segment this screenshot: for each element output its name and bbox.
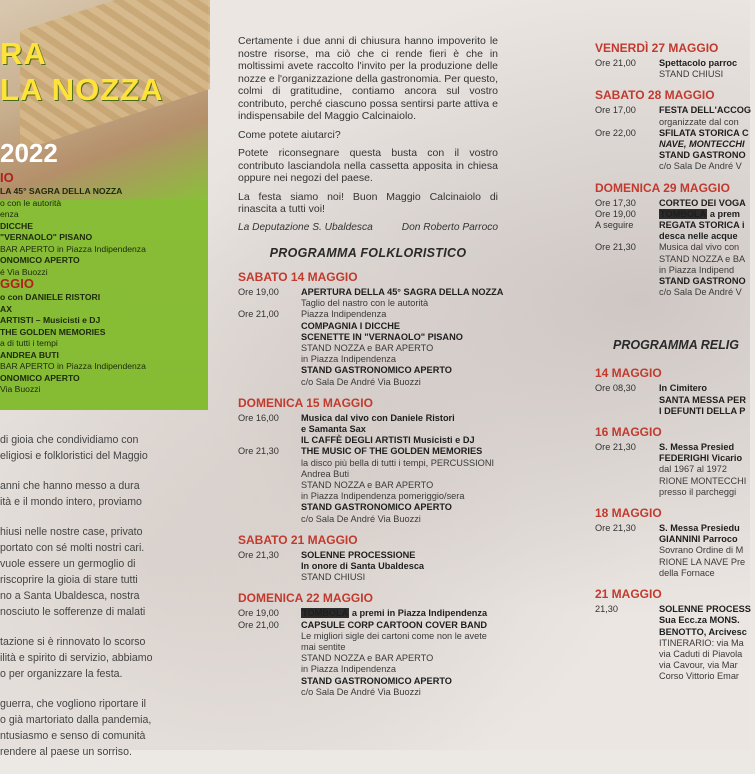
event-time: 21,30 xyxy=(595,604,618,615)
left-body-line: portato con sé molti nostri cari. xyxy=(0,542,145,554)
event-row xyxy=(595,105,755,127)
day-heading: DOMENICA 22 MAGGIO xyxy=(238,591,373,606)
event-line: e Samanta Sax xyxy=(301,424,366,435)
late-may-program xyxy=(595,41,755,298)
cover-title-line-1: RA xyxy=(0,36,47,71)
event-line: IL CAFFÈ DEGLI ARTISTI Musicisti e DJ xyxy=(301,435,475,446)
event-line: Piazza Indipendenza xyxy=(301,309,387,320)
left-body-line: eligiosi e folkloristici del Maggio xyxy=(0,450,148,462)
event-line: Sovrano Ordine di M xyxy=(659,545,744,556)
event-time: Ore 19,00 xyxy=(238,608,279,619)
cover-schedule-line: THE GOLDEN MEMORIES xyxy=(0,326,106,337)
cover-year: 2022 xyxy=(0,138,58,168)
tombola-tag: TOMBOLA xyxy=(302,608,349,619)
event-line: c/o Sala De André Via Buozzi xyxy=(301,686,421,697)
event-line: c/o Sala De André Via Buozzi xyxy=(301,513,421,524)
event-row xyxy=(595,58,755,80)
event-line: STAND NOZZA e BAR APERTO xyxy=(301,480,434,491)
left-body-line: guerra, che vogliono riportare il xyxy=(0,698,147,710)
event-time: Ore 21,00 xyxy=(595,58,636,68)
event-line: STAND NOZZA e BA xyxy=(659,253,746,264)
event-line: STAND GASTRONO xyxy=(659,276,746,287)
event-line: SOLENNE PROCESS xyxy=(659,604,751,615)
cover-day-heading-2: GGIO xyxy=(0,276,34,291)
event-details xyxy=(659,209,755,220)
event-details xyxy=(301,550,498,584)
event-line: in Piazza Indipendenza pomeriggio/sera xyxy=(301,491,465,502)
left-body-line: nosciuto le sofferenze di malati xyxy=(0,606,146,618)
event-details xyxy=(659,383,755,417)
signature-right: Don Roberto Parroco xyxy=(401,221,498,233)
event-line: FESTA DELL'ACCOG xyxy=(659,105,752,116)
event-row xyxy=(238,309,498,387)
event-line: Musica dal vivo con xyxy=(659,242,740,253)
cover-schedule-line: enza xyxy=(0,209,19,219)
cover-day-heading: IO xyxy=(0,170,14,185)
event-line: in Piazza Indipend xyxy=(659,264,735,275)
cover-schedule-line: Via Buozzi xyxy=(0,384,41,394)
left-body-line: ità e il mondo intero, proviamo xyxy=(0,496,142,508)
event-line: SANTA MESSA PER xyxy=(659,394,746,405)
event-line: THE MUSIC OF THE GOLDEN MEMORIES xyxy=(301,446,483,457)
day-heading: SABATO 21 MAGGIO xyxy=(238,532,358,547)
left-body-line: o già martoriato dalla pandemia, xyxy=(0,714,152,726)
event-time: Ore 21,30 xyxy=(238,446,279,457)
event-time: Ore 16,00 xyxy=(238,412,279,423)
left-body-paragraph xyxy=(0,524,205,620)
event-time: Ore 17,00 xyxy=(595,105,636,116)
event-line: In onore di Santa Ubaldesca xyxy=(301,561,425,572)
event-time: Ore 19,00 xyxy=(595,208,636,219)
day-heading: 16 MAGGIO xyxy=(595,425,662,440)
event-line: FEDERIGHI Vicario xyxy=(659,453,743,464)
left-body-line: tazione si è rinnovato lo scorso xyxy=(0,636,146,648)
event-line: BENOTTO, Arcivesc xyxy=(659,626,747,637)
day-heading: 14 MAGGIO xyxy=(595,366,662,381)
left-body-paragraph xyxy=(0,478,205,510)
event-details xyxy=(301,446,498,524)
event-row xyxy=(595,128,755,173)
event-row xyxy=(595,220,755,242)
left-body-paragraph xyxy=(0,696,205,760)
event-time: Ore 21,00 xyxy=(238,619,279,630)
folk-program xyxy=(238,270,504,698)
left-body-paragraph xyxy=(0,432,205,464)
day-heading: DOMENICA 15 MAGGIO xyxy=(238,395,373,410)
cover-schedule-line: BAR APERTO in Piazza Indipendenza xyxy=(0,361,146,371)
cover-panel xyxy=(0,0,208,410)
day-heading: 18 MAGGIO xyxy=(595,506,662,521)
event-line: STAND GASTRONOMICO APERTO xyxy=(301,502,452,513)
event-details xyxy=(659,105,755,127)
event-time: Ore 21,00 xyxy=(238,309,279,320)
day-heading: 21 MAGGIO xyxy=(595,587,662,602)
day-heading: SABATO 14 MAGGIO xyxy=(238,270,358,284)
event-line: c/o Sala De André Via Buozzi xyxy=(301,376,421,387)
event-row xyxy=(238,550,498,584)
event-time: Ore 21,30 xyxy=(238,549,279,560)
left-body-line: vuole essere un germoglio di xyxy=(0,558,136,570)
event-time: Ore 22,00 xyxy=(595,127,636,138)
event-line: Musica dal vivo con Daniele Ristori xyxy=(301,412,455,423)
cover-schedule-line: a di tutti i tempi xyxy=(0,338,58,348)
day-heading: DOMENICA 29 MAGGIO xyxy=(595,180,730,195)
event-line: STAND GASTRONO xyxy=(659,150,746,161)
event-details xyxy=(659,242,755,298)
cover-schedule-line: ARTISTI – Musicisti e DJ xyxy=(0,315,101,325)
event-time: Ore 21,30 xyxy=(595,242,636,253)
event-line: desca nelle acque xyxy=(659,231,738,242)
intro-paragraph-1: Certamente i due anni di chiusura hanno impoverito le nostre risorse, ma ciò che ci rende fieri è che in moltissimi avete raccolto l'invito per la produzione delle nozze e l'organizzazione della gastronomia. Per questo, colmi di gratitudine, contiamo ancora sul vostro contributo, perché ciascuno possa sentirsi parte attiva e indispensabile del Maggio Calcinaiolo. xyxy=(238,35,498,122)
event-row xyxy=(595,242,755,298)
event-time: Ore 19,00 xyxy=(238,287,279,297)
event-line: c/o Sala De André V xyxy=(659,287,742,298)
event-row xyxy=(595,209,755,220)
event-time: Ore 21,30 xyxy=(595,442,636,453)
event-row xyxy=(238,287,504,309)
event-line: in Piazza Indipendenza xyxy=(301,664,397,675)
middle-column xyxy=(238,35,504,698)
event-line xyxy=(659,209,755,220)
event-time: A seguire xyxy=(595,220,634,231)
tombola-tag: TOMBOLA xyxy=(660,208,707,219)
event-line: SOLENNE PROCESSIONE xyxy=(301,549,416,560)
event-line: Corso Vittorio Emar xyxy=(659,671,739,682)
day-heading: VENERDÌ 27 MAGGIO xyxy=(595,41,719,55)
event-details xyxy=(301,287,503,309)
event-line: STAND CHIUSI xyxy=(301,572,366,583)
left-body-text xyxy=(0,432,205,774)
intro-paragraph-2: Come potete aiutarci? xyxy=(238,128,341,141)
cover-schedule-line: BAR APERTO in Piazza Indipendenza xyxy=(0,243,146,254)
event-line: via Caduti di Piavola xyxy=(659,648,743,659)
event-row xyxy=(595,383,755,417)
religious-program xyxy=(595,366,755,682)
event-line: in Piazza Indipendenza xyxy=(301,354,397,365)
event-details xyxy=(659,198,755,209)
event-line: RIONE LA NAVE Pre xyxy=(659,556,746,567)
event-line: Taglio del nastro con le autorità xyxy=(301,298,429,309)
folk-program-title: PROGRAMMA FOLKLORISTICO xyxy=(269,246,467,260)
event-row xyxy=(595,523,755,579)
right-column xyxy=(595,33,755,683)
event-line: STAND NOZZA e BAR APERTO xyxy=(301,653,434,664)
cover-schedule-line: o con le autorità xyxy=(0,197,62,208)
event-line: dal 1967 al 1972 xyxy=(659,464,727,475)
event-row xyxy=(238,608,498,619)
cover-schedule-line: o con DANIELE RISTORI xyxy=(0,292,101,302)
event-line: NAVE, MONTECCHI xyxy=(659,139,745,150)
signature-row xyxy=(238,222,498,235)
cover-schedule-line: LA 45° SAGRA DELLA NOZZA xyxy=(0,186,123,196)
event-line: APERTURA DELLA 45° SAGRA DELLA NOZZA xyxy=(301,287,504,297)
event-line xyxy=(301,608,498,619)
event-line: la disco più bella di tutti i tempi, PERCUSSIONI xyxy=(301,457,495,468)
event-line: CAPSULE CORP CARTOON COVER BAND xyxy=(301,619,487,630)
event-line: SFILATA STORICA C xyxy=(659,127,749,138)
event-line: presso il parcheggi xyxy=(659,486,737,497)
cover-schedule-line: AX xyxy=(0,303,12,314)
event-details xyxy=(301,309,498,387)
event-line: I DEFUNTI DELLA P xyxy=(659,405,746,416)
event-details xyxy=(659,220,755,242)
religious-program-title: PROGRAMMA RELIG xyxy=(613,338,739,353)
event-line: Sua Ecc.za MONS. xyxy=(659,615,740,626)
event-line: organizzate dal con xyxy=(659,116,739,127)
signature-left: La Deputazione S. Ubaldesca xyxy=(238,221,373,233)
event-line: S. Messa Presied xyxy=(659,442,735,453)
intro-paragraph-3: Potete riconsegnare questa busta con il vostro contributo lasciandola nella cassetta apposita in chiesa oppure nei negozi del paese. xyxy=(238,147,498,184)
event-details xyxy=(301,413,498,447)
event-line: Andrea Buti xyxy=(301,468,350,479)
event-row xyxy=(238,620,498,698)
event-row xyxy=(238,413,498,447)
event-line: STAND GASTRONOMICO APERTO xyxy=(301,365,452,376)
event-line: STAND CHIUSI xyxy=(659,69,724,80)
cover-schedule-line: ANDREA BUTI xyxy=(0,349,59,360)
event-details xyxy=(301,620,498,698)
event-line: ITINERARIO: via Ma xyxy=(659,637,744,648)
event-line: della Fornace xyxy=(659,567,715,578)
event-line: S. Messa Presiedu xyxy=(659,523,740,534)
cover-schedule-line: ONOMICO APERTO xyxy=(0,255,80,265)
event-line: GIANNINI Parroco xyxy=(659,534,738,545)
left-body-line: di gioia che condividiamo con xyxy=(0,434,139,446)
event-time: Ore 17,30 xyxy=(595,197,636,208)
event-details xyxy=(301,608,498,619)
event-row xyxy=(595,604,755,682)
left-body-line: rendere al paese un sorriso. xyxy=(0,746,132,758)
intro-paragraph-4: La festa siamo noi! Buon Maggio Calcinaiolo di rinascita a tutti voi! xyxy=(238,190,498,215)
event-line: RIONE MONTECCHI xyxy=(659,475,747,486)
left-body-line: ntusiasmo e senso di comunità xyxy=(0,730,146,742)
event-line: In Cimitero xyxy=(659,383,707,394)
event-line: c/o Sala De André V xyxy=(659,161,742,172)
cover-schedule-line: ONOMICO APERTO xyxy=(0,372,80,383)
left-body-paragraph xyxy=(0,634,205,682)
event-line: via Cavour, via Mar xyxy=(659,660,738,671)
event-line: REGATA STORICA i xyxy=(659,220,745,231)
event-line: STAND GASTRONOMICO APERTO xyxy=(301,675,452,686)
event-line: STAND NOZZA e BAR APERTO xyxy=(301,343,434,354)
cover-title-line-2: LA NOZZA xyxy=(0,72,164,107)
event-line: mai sentite xyxy=(301,642,346,653)
event-details xyxy=(659,523,755,579)
event-time: Ore 08,30 xyxy=(595,383,636,394)
left-body-line: o per organizzare la festa. xyxy=(0,668,123,680)
left-body-line: anni che hanno messo a dura xyxy=(0,480,140,492)
event-details xyxy=(659,128,755,173)
cover-schedule-line: "VERNAOLO" PISANO xyxy=(0,232,93,242)
event-time: Ore 21,30 xyxy=(595,523,636,534)
event-details xyxy=(659,58,755,80)
intro-text xyxy=(238,35,498,234)
event-details xyxy=(659,604,755,682)
event-row xyxy=(595,442,755,498)
event-details xyxy=(659,442,755,498)
day-heading: SABATO 28 MAGGIO xyxy=(595,88,715,103)
left-body-line: hiusi nelle nostre case, privato xyxy=(0,526,143,538)
event-line: Le migliori sigle dei cartoni come non le avete xyxy=(301,630,487,641)
event-row xyxy=(595,198,755,209)
event-line: CORTEO DEI VOGA xyxy=(659,197,746,208)
event-line: SCENETTE IN "VERNAOLO" PISANO xyxy=(301,331,463,342)
left-body-line: no a Santa Ubaldesca, nostra xyxy=(0,590,140,602)
event-line: COMPAGNIA I DICCHE xyxy=(301,320,401,331)
event-line-rest: a premi in Piazza Indipendenza xyxy=(349,608,488,619)
event-line: Spettacolo parroc xyxy=(659,58,738,68)
cover-schedule-line: é Via Buozzi xyxy=(0,266,48,277)
event-line-rest: a prem xyxy=(707,208,740,219)
left-body-line: ilità e spirito di servizio, abbiamo xyxy=(0,652,153,664)
event-row xyxy=(238,446,498,524)
left-body-line: riscoprire la gioia di stare tutti xyxy=(0,574,138,586)
cover-schedule-line: DICCHE xyxy=(0,220,33,231)
